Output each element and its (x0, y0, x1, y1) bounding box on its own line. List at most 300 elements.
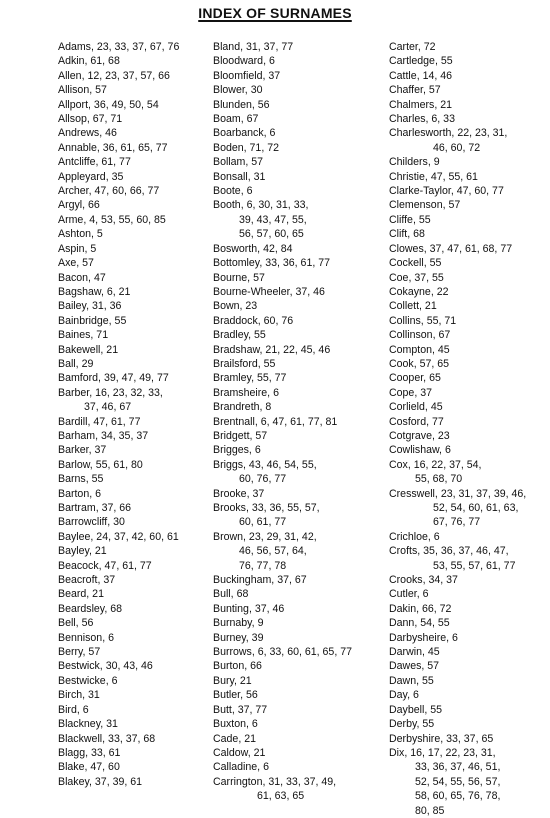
page-numbers: 6 (444, 444, 451, 457)
page-numbers: 47, 60, 77 (456, 185, 504, 198)
page-numbers: 6 (269, 127, 276, 140)
index-entry: Corlield, 45 (389, 401, 443, 414)
index-entry: Dawes, 57 (389, 660, 440, 673)
surname: Beard (58, 588, 87, 601)
index-entry: Birch, 31 (58, 689, 100, 702)
page-numbers: 4, 53, 55, 60, 85 (89, 213, 166, 226)
page-numbers: 6, 47, 61, 77, 81 (260, 415, 338, 428)
index-entry: Bramley, 55, 77 (213, 372, 287, 385)
index-entry: Childers, 9 (389, 156, 440, 169)
surname: Crofts (389, 545, 418, 558)
surname: Bloodward (213, 55, 264, 68)
index-entry: Brailsford, 55 (213, 357, 276, 370)
index-entry: Barker, 37 (58, 444, 107, 457)
page-numbers: 6 (246, 185, 253, 198)
surname: Barham (58, 429, 96, 442)
page-numbers: 57 (427, 660, 440, 673)
surname: Charles (389, 113, 426, 126)
index-entry: Andrews, 46 (58, 127, 117, 140)
surname: Cox (389, 458, 408, 471)
index-column-2 (213, 40, 383, 804)
page-numbers: 55 (263, 357, 276, 370)
index-entry: Baines, 71 (58, 329, 109, 342)
surname: Carrington (213, 775, 263, 788)
page-numbers: 16, 17, 22, 23, 31, (410, 746, 496, 759)
page-numbers: 56 (245, 689, 258, 702)
page-numbers: 37 (252, 487, 265, 500)
surname: Barlow (58, 458, 90, 471)
surname: Boarbanck (213, 127, 264, 140)
page-numbers: 37, 46 (254, 602, 285, 615)
index-entry: Charles, 6, 33 (389, 113, 455, 126)
surname: Bardill (58, 415, 88, 428)
page-numbers: 37 (420, 386, 433, 399)
surname: Birch (58, 689, 83, 702)
index-entry: Brown, 23, 29, 31, 42, 46, 56, 57, 64, 76, 77, 78 (213, 530, 383, 573)
page-numbers: 21 (424, 300, 437, 313)
surname: Bloomfield (213, 69, 263, 82)
page-numbers: 16, 23, 32, 33, (95, 386, 163, 399)
index-column-3 (389, 40, 549, 818)
page-numbers: 37 (268, 69, 281, 82)
surname: Bourne (213, 271, 248, 284)
surname: Collinson (389, 329, 433, 342)
surname: Coe (389, 271, 409, 284)
page-numbers: 67 (246, 113, 259, 126)
surname: Crooks (389, 574, 423, 587)
surname: Blackwell (58, 732, 103, 745)
page-numbers: 55 (418, 213, 431, 226)
index-entry: Bull, 68 (213, 588, 249, 601)
page-numbers: 21 (239, 674, 252, 687)
index-entry: Bloodward, 6 (213, 55, 275, 68)
page-numbers: 55 (421, 674, 434, 687)
index-entry: Crofts, 35, 36, 37, 46, 47, 53, 55, 57, 61, 77 (389, 544, 549, 573)
index-entry: Buxton, 6 (213, 718, 258, 731)
index-entry: Bourne, 57 (213, 271, 265, 284)
page-numbers: 37 (94, 444, 107, 457)
index-entry: Bennison, 6 (58, 631, 114, 644)
surname: Bird (58, 703, 77, 716)
surname: Cokayne (389, 285, 431, 298)
index-entry: Cosford, 77 (389, 415, 444, 428)
index-entry: Blake, 47, 60 (58, 761, 120, 774)
page-numbers: 71, 72 (249, 141, 279, 154)
surname: Clowes (389, 242, 424, 255)
surname: Crichloe (389, 530, 428, 543)
surname: Barker (58, 444, 89, 457)
surname: Barton (58, 487, 90, 500)
page-numbers: 47, 60, 66, 77 (94, 185, 160, 198)
index-entry: Cook, 57, 65 (389, 357, 450, 370)
page-title: INDEX OF SURNAMES (198, 5, 352, 21)
index-entry: Beard, 21 (58, 588, 104, 601)
index-entry: Beacroft, 37 (58, 574, 116, 587)
index-entry: Allison, 57 (58, 84, 107, 97)
page-numbers: 22 (436, 285, 449, 298)
index-entry: Bayley, 21 (58, 545, 107, 558)
index-entry: Collinson, 67 (389, 329, 451, 342)
index-entry: Chaffer, 57 (389, 84, 441, 97)
page-numbers: 55, 61, 80 (95, 458, 143, 471)
index-entry: Aspin, 5 (58, 242, 97, 255)
surname: Annable (58, 141, 97, 154)
index-entry: Bollam, 57 (213, 156, 264, 169)
surname: Cotgrave (389, 429, 432, 442)
surname: Butt (213, 703, 232, 716)
index-entry: Axe, 57 (58, 257, 94, 270)
index-entry: Blagg, 33, 61 (58, 746, 121, 759)
surname: Bury (213, 674, 234, 687)
surname: Bramley (213, 372, 252, 385)
page-numbers: 6 (108, 631, 114, 644)
surname: Blower (213, 84, 245, 97)
page-numbers: 56 (257, 98, 270, 111)
surname: Dix (389, 746, 405, 759)
page-numbers: 66 (250, 660, 262, 673)
index-entry: Barber, 16, 23, 32, 33, 37, 46, 67 (58, 386, 208, 415)
page-numbers: 55 (422, 718, 435, 731)
surname: Dann (389, 617, 415, 630)
index-entry: Derby, 55 (389, 718, 435, 731)
surname: Derbyshire (389, 732, 441, 745)
index-entry: Blunden, 56 (213, 98, 270, 111)
page-numbers: 37, 46 (295, 285, 325, 298)
index-entry: Brooke, 37 (213, 487, 265, 500)
page-numbers: 57 (448, 199, 461, 212)
surname: Blake (58, 761, 85, 774)
page-numbers: 31, 33, 37, 49, (268, 775, 337, 788)
index-entry: Barlow, 55, 61, 80 (58, 458, 143, 471)
surname: Baines (58, 329, 91, 342)
surname: Allport (58, 98, 89, 111)
page-numbers: 31, 36 (91, 300, 122, 313)
page-numbers: 23, 33, 37, 67, 76 (96, 41, 180, 53)
surname: Bayley (58, 545, 90, 558)
index-entry: Beacock, 47, 61, 77 (58, 559, 152, 572)
page-numbers: 6 (82, 703, 89, 716)
page-numbers: 46 (105, 127, 117, 140)
surname: Carter (389, 41, 418, 53)
index-entry: Blakey, 37, 39, 61 (58, 775, 143, 788)
index-entry: Boarbanck, 6 (213, 127, 276, 140)
surname: Bosworth (213, 242, 258, 255)
index-entry: Crooks, 34, 37 (389, 574, 458, 587)
surname: Caldow (213, 746, 248, 759)
page-numbers: 60, 76 (263, 314, 294, 327)
index-entry: Bramsheire, 6 (213, 386, 279, 399)
page-numbers: 66 (88, 199, 100, 212)
page-numbers: 37, 66 (101, 502, 132, 514)
surname: Bagshaw (58, 285, 101, 298)
page-numbers: 33, 37, 68 (108, 732, 156, 745)
index-entry: Annable, 36, 61, 65, 77 (58, 141, 168, 154)
index-entry: Bottomley, 33, 36, 61, 77 (213, 257, 331, 270)
surname: Beardsley (58, 602, 105, 615)
surname: Bailey (58, 300, 87, 313)
surname: Blackney (58, 718, 101, 731)
index-entry: Bainbridge, 55 (58, 314, 127, 327)
page-numbers: 37, 55 (414, 271, 444, 284)
page-numbers: 47 (93, 271, 106, 284)
surname: Allen (58, 69, 82, 82)
page-numbers: 55 (429, 257, 442, 270)
surname: Compton (389, 343, 432, 356)
page-numbers: 9 (257, 617, 264, 630)
index-entry: Cade, 21 (213, 732, 257, 745)
page-numbers: 55 (91, 473, 104, 486)
page-numbers: 16, 22, 37, 54, (413, 458, 482, 471)
surname: Cresswell (389, 487, 435, 500)
surname: Bown (213, 300, 240, 313)
index-entry: Cox, 16, 22, 37, 54, 55, 68, 70 (389, 458, 549, 487)
index-entry: Bamford, 39, 47, 49, 77 (58, 372, 169, 385)
page-numbers: 6 (111, 674, 118, 687)
page-numbers-continued: 61, 63, 65 (257, 790, 305, 803)
surname: Barns (58, 473, 86, 486)
index-entry: Berry, 57 (58, 646, 101, 659)
index-entry: Blackney, 31 (58, 718, 118, 731)
index-entry: Crichloe, 6 (389, 530, 440, 543)
page-numbers: 39, 47, 49, 77 (103, 372, 169, 385)
surname: Cosford (389, 415, 427, 428)
surname: Appleyard (58, 170, 106, 183)
page-numbers: 47, 61, 77 (104, 559, 152, 572)
page-numbers: 54, 55 (420, 617, 450, 630)
page-numbers: 34, 37 (428, 574, 458, 587)
page-numbers: 55, 71 (426, 314, 457, 327)
page-numbers: 57 (82, 257, 94, 270)
surname: Brown (213, 530, 244, 543)
index-entry: Burrows, 6, 33, 60, 61, 65, 77 (213, 646, 352, 659)
index-entry: Cutler, 6 (389, 588, 429, 601)
index-entry: Bloomfield, 37 (213, 69, 281, 82)
page-numbers-continued: 33, 36, 37, 46, 51, (415, 761, 501, 774)
page-numbers-continued: 76, 77, 78 (239, 559, 287, 572)
surname: Calladine (213, 761, 258, 774)
surname: Brooke (213, 487, 247, 500)
surname: Bennison (58, 631, 103, 644)
index-entry: Bury, 21 (213, 674, 252, 687)
page-numbers: 37, 67 (277, 574, 307, 587)
surname: Charlesworth (389, 127, 452, 140)
index-entry: Clarke-Taylor, 47, 60, 77 (389, 185, 504, 198)
surname: Beacroft (58, 574, 98, 587)
index-entry: Ball, 29 (58, 357, 94, 370)
page-numbers: 24, 37, 42, 60, 61 (96, 530, 179, 543)
surname: Daybell (389, 703, 425, 716)
page-numbers: 36, 49, 50, 54 (93, 98, 159, 111)
surname: Antcliffe (58, 156, 96, 169)
page-numbers: 66, 72 (421, 602, 452, 615)
page-numbers: 6, 21 (106, 285, 131, 298)
index-entry: Butler, 56 (213, 689, 258, 702)
surname: Bell (58, 617, 76, 630)
page-numbers-continued: 39, 43, 47, 55, (239, 213, 307, 226)
page-numbers: 8 (265, 401, 272, 414)
page-numbers: 57 (253, 271, 265, 284)
index-entry: Brooks, 33, 36, 55, 57, 60, 61, 77 (213, 501, 383, 530)
page-numbers: 77 (431, 415, 444, 428)
surname: Butler (213, 689, 241, 702)
index-entry: Cresswell, 23, 31, 37, 39, 46, 52, 54, 60, 61, 63, 67, 76, 77 (389, 487, 549, 530)
surname: Bartram (58, 502, 96, 514)
surname: Collins (389, 314, 421, 327)
surname: Brailsford (213, 357, 258, 370)
page-numbers: 21 (440, 98, 453, 111)
surname: Booth (213, 199, 241, 212)
index-entry: Darwin, 45 (389, 646, 440, 659)
page-numbers: 30, 43, 46 (105, 660, 153, 673)
index-entry: Calladine, 6 (213, 761, 269, 774)
surname: Cook (389, 357, 414, 370)
index-entry: Brigges, 6 (213, 444, 261, 457)
surname: Day (389, 689, 408, 702)
page-numbers: 61, 68 (90, 55, 120, 68)
page-numbers: 12, 23, 37, 57, 66 (87, 69, 170, 82)
index-entry: Bagshaw, 6, 21 (58, 285, 131, 298)
surname: Cade (213, 732, 239, 745)
surname: Allsop (58, 113, 87, 126)
surname: Dakin (389, 602, 417, 615)
index-entry: Cope, 37 (389, 386, 433, 399)
surname: Bourne-Wheeler (213, 285, 290, 298)
page-numbers: 57 (428, 84, 441, 97)
page-numbers: 23 (245, 300, 258, 313)
page-numbers: 6 (268, 55, 275, 68)
index-entry: Dakin, 66, 72 (389, 602, 452, 615)
surname: Bunting (213, 602, 249, 615)
page-numbers: 29 (81, 357, 94, 370)
page-numbers: 21, 22, 45, 46 (265, 343, 331, 356)
surname: Bakewell (58, 343, 101, 356)
surname: Darbysheire (389, 631, 447, 644)
surname: Bonsall (213, 170, 248, 183)
surname: Adkin (58, 55, 85, 68)
page-numbers-continued: 67, 76, 77 (433, 516, 481, 529)
surname: Andrews (58, 127, 100, 140)
surname: Braddock (213, 314, 258, 327)
index-entry: Boote, 6 (213, 185, 253, 198)
index-entry: Cattle, 14, 46 (389, 69, 453, 82)
index-entry: Clift, 68 (389, 228, 425, 241)
index-entry: Dix, 16, 17, 22, 23, 31, 33, 36, 37, 46, 51, 52, 54, 55, 56, 57, 58, 60, 65, 76, 78, 80, 85 (389, 746, 549, 818)
index-entry: Cowlishaw, 6 (389, 444, 451, 457)
surname: Chalmers (389, 98, 435, 111)
surname: Cope (389, 386, 415, 399)
page-numbers: 72 (423, 41, 436, 53)
index-entry: Ashton, 5 (58, 228, 103, 241)
page-numbers: 67 (438, 329, 451, 342)
surname: Adams (58, 41, 91, 53)
index-entry: Baylee, 24, 37, 42, 60, 61 (58, 530, 179, 543)
page-numbers: 37, 77 (237, 703, 268, 716)
index-entry: Cokayne, 22 (389, 285, 449, 298)
surname: Ball (58, 357, 76, 370)
index-entry: Booth, 6, 30, 31, 33, 39, 43, 47, 55, 56, 57, 60, 65 (213, 198, 383, 241)
index-entry: Brentnall, 6, 47, 61, 77, 81 (213, 415, 338, 428)
index-entry: Barrowcliff, 30 (58, 516, 125, 529)
index-entry: Bacon, 47 (58, 271, 106, 284)
index-entry: Burnaby, 9 (213, 617, 264, 630)
surname: Cartledge (389, 55, 435, 68)
page-numbers: 57 (255, 429, 268, 442)
index-entry: Adams, 23, 33, 37, 67, 76 (58, 41, 180, 53)
surname: Cowlishaw (389, 444, 440, 457)
surname: Bull (213, 588, 231, 601)
page-numbers: 6 (254, 444, 261, 457)
surname: Darwin (389, 646, 422, 659)
surname: Cliffe (389, 213, 413, 226)
index-entry: Arme, 4, 53, 55, 60, 85 (58, 213, 166, 226)
surname: Argyl (58, 199, 83, 212)
index-entry: Coe, 37, 55 (389, 271, 444, 284)
index-entry: Allport, 36, 49, 50, 54 (58, 98, 159, 111)
surname: Axe (58, 257, 77, 270)
page-numbers: 61, 77 (101, 156, 131, 169)
page-numbers: 33, 36, 61, 77 (265, 257, 331, 270)
page-numbers: 6 (95, 487, 102, 500)
index-entry: Bird, 6 (58, 703, 89, 716)
surname: Brooks (213, 502, 246, 514)
page-numbers: 47, 61, 77 (93, 415, 141, 428)
index-entry: Charlesworth, 22, 23, 31, 46, 60, 72 (389, 126, 549, 155)
page-numbers: 67, 71 (92, 113, 123, 126)
page-numbers: 57 (95, 84, 107, 97)
index-entry: Braddock, 60, 76 (213, 314, 294, 327)
page-numbers-continued: 58, 60, 65, 76, 78, (415, 790, 501, 803)
surname: Buxton (213, 718, 246, 731)
page-numbers-continued: 56, 57, 60, 65 (239, 228, 304, 241)
page-numbers: 5 (96, 228, 103, 241)
page-numbers: 57 (251, 156, 264, 169)
surname: Brigges (213, 444, 249, 457)
page-numbers: 21 (244, 732, 257, 745)
surname: Bainbridge (58, 314, 109, 327)
page-numbers: 43, 46, 54, 55, (248, 458, 317, 471)
surname: Ashton (58, 228, 91, 241)
page-numbers: 57, 65 (419, 357, 450, 370)
page-numbers: 35 (111, 170, 124, 183)
surname: Allison (58, 84, 90, 97)
page-numbers: 23, 31, 37, 39, 46, (440, 487, 527, 500)
surname: Dawn (389, 674, 417, 687)
surname: Bottomley (213, 257, 260, 270)
surname: Cutler (389, 588, 417, 601)
surname: Bamford (58, 372, 99, 385)
page-numbers: 37, 47, 61, 68, 77 (429, 242, 513, 255)
page-numbers: 21 (106, 343, 119, 356)
index-entry: Cliffe, 55 (389, 213, 431, 226)
index-entry: Cooper, 65 (389, 372, 441, 385)
index-entry: Bunting, 37, 46 (213, 602, 285, 615)
index-entry: Bourne-Wheeler, 37, 46 (213, 285, 325, 298)
page-numbers: 31 (88, 689, 100, 702)
surname: Derby (389, 718, 417, 731)
page-numbers: 55, 77 (256, 372, 287, 385)
surname: Beacock (58, 559, 99, 572)
index-entry: Allen, 12, 23, 37, 57, 66 (58, 69, 170, 82)
index-entry: Butt, 37, 77 (213, 703, 268, 716)
page-numbers-continued: 37, 46, 67 (84, 401, 132, 414)
page-numbers-continued: 46, 56, 57, 64, (239, 545, 307, 558)
surname: Boam (213, 113, 241, 126)
page-numbers: 6 (251, 718, 258, 731)
surname: Childers (389, 156, 428, 169)
index-entry: Bradshaw, 21, 22, 45, 46 (213, 343, 331, 356)
index-entry: Briggs, 43, 46, 54, 55, 60, 76, 77 (213, 458, 383, 487)
page-numbers: 23 (437, 429, 450, 442)
